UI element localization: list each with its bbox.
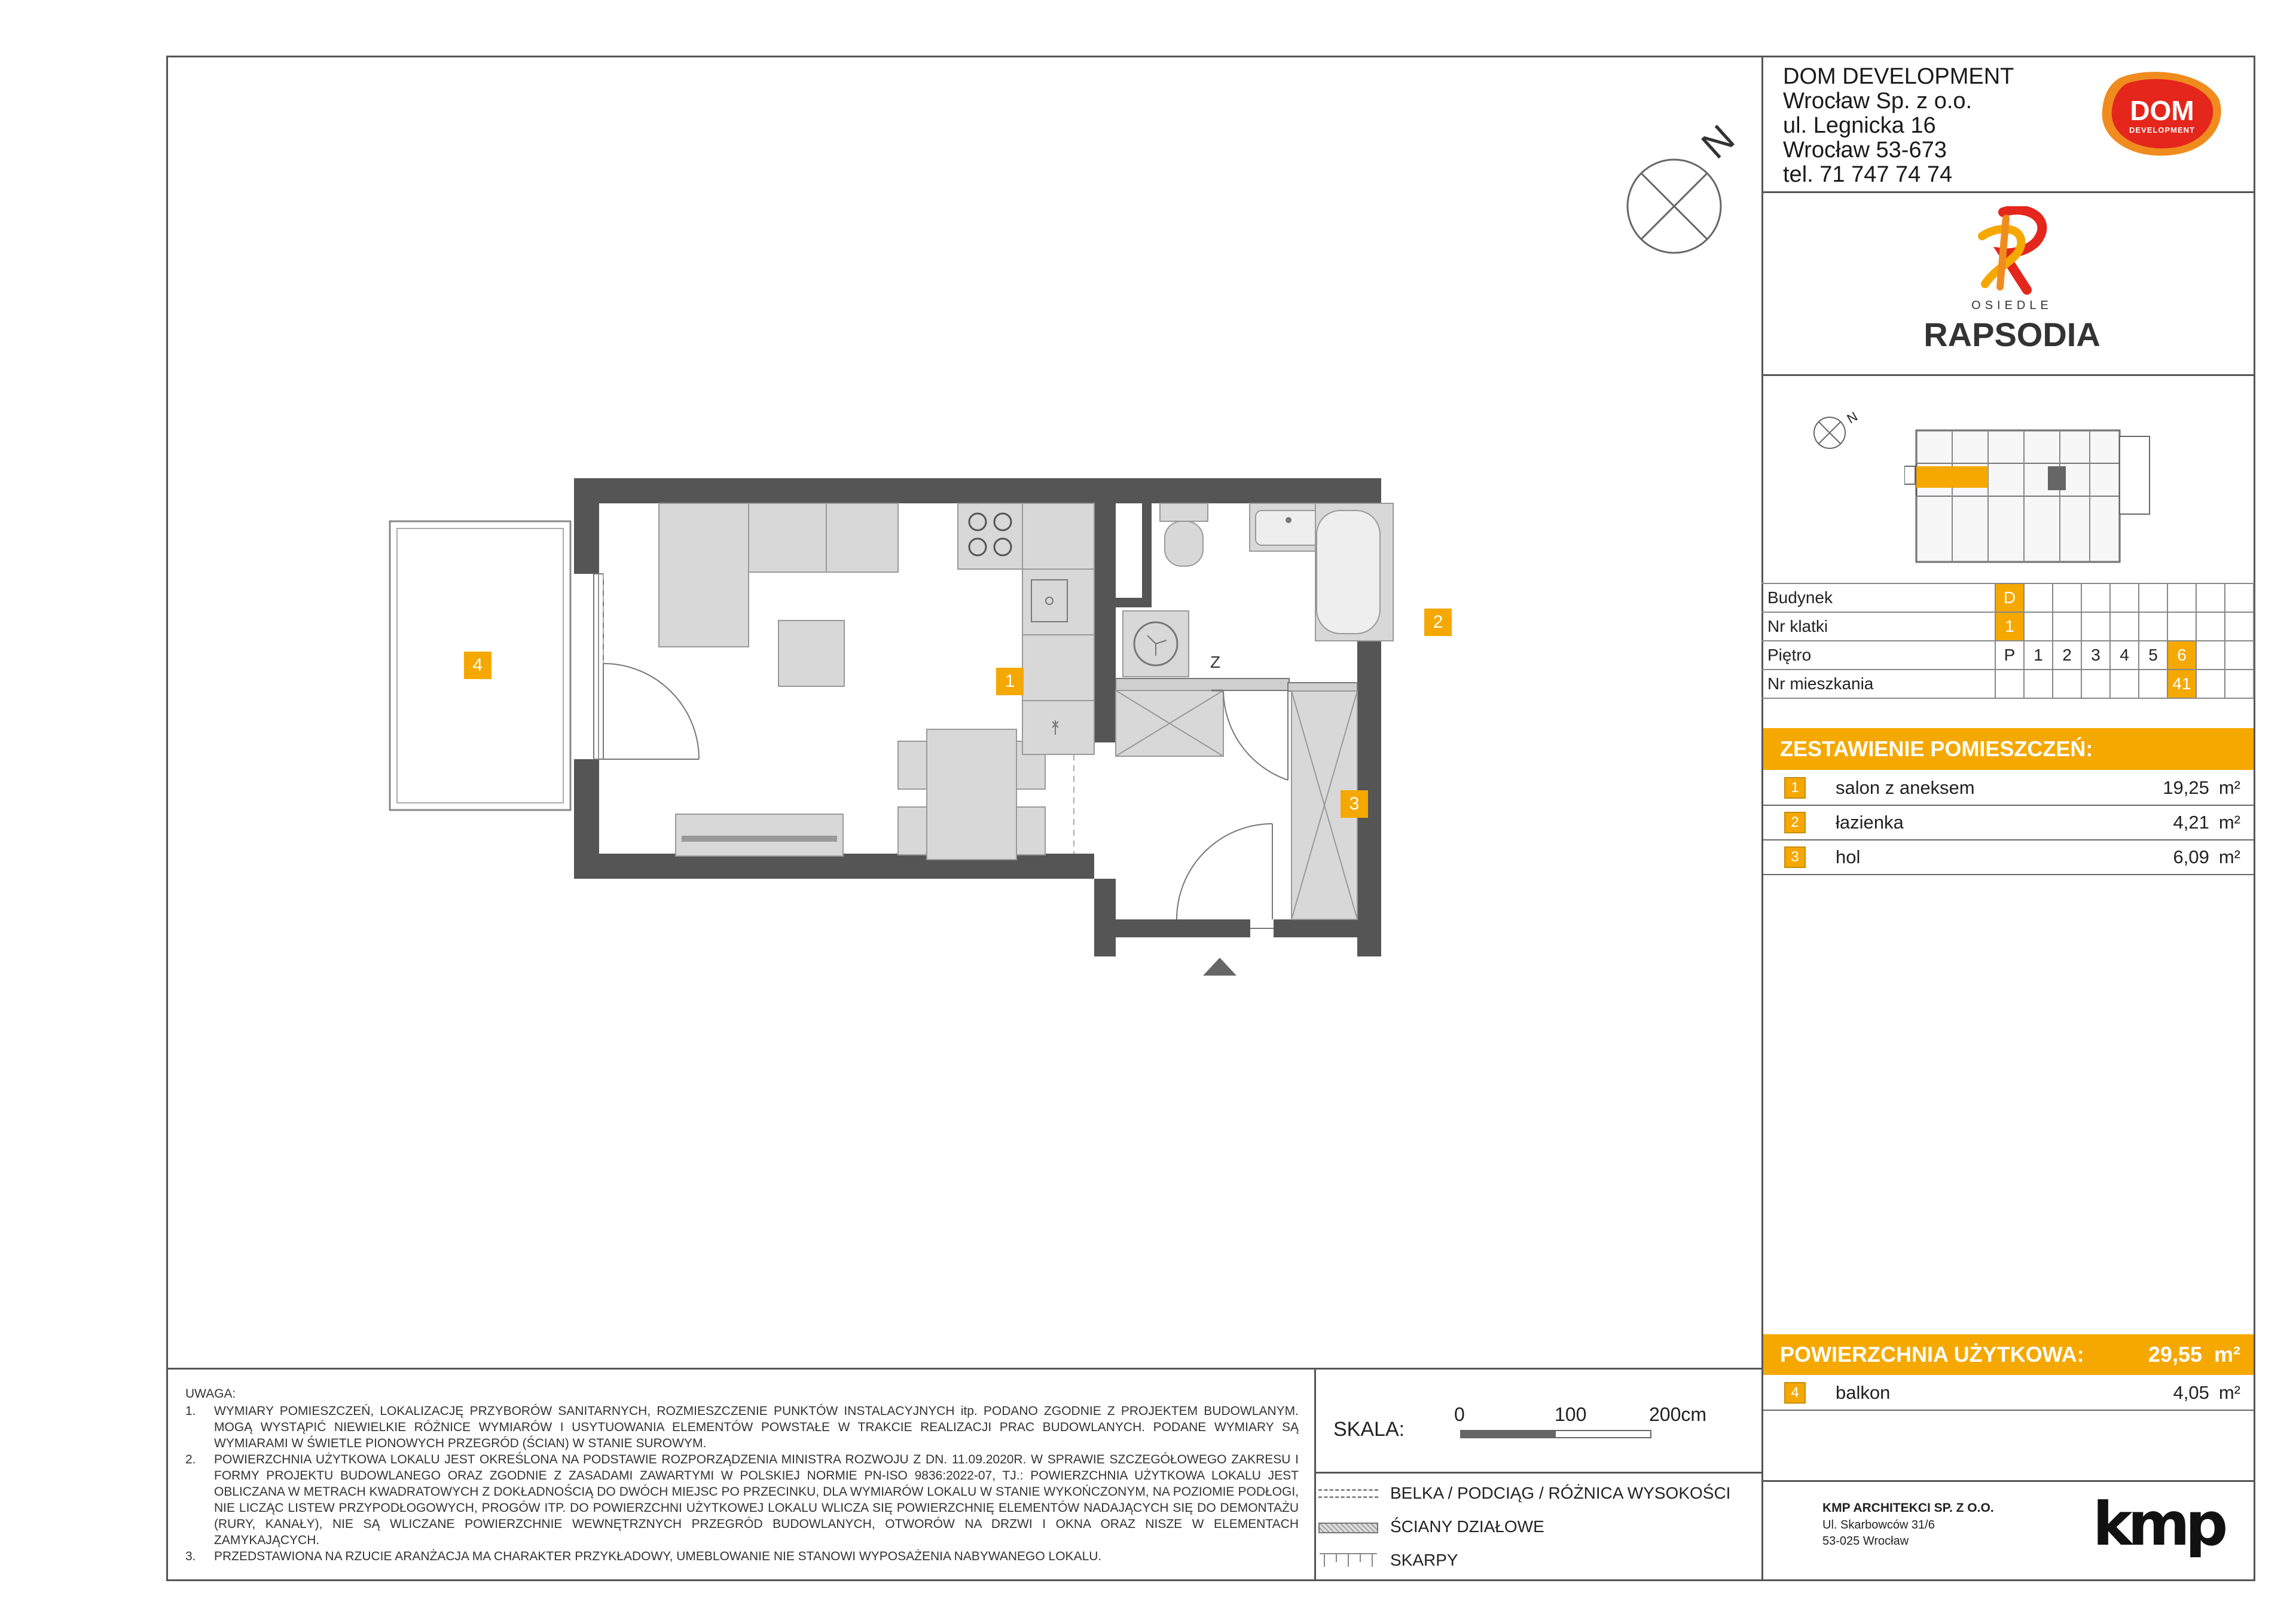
room-label-4: 4 — [464, 652, 491, 679]
info-cell — [2053, 612, 2081, 641]
note-item — [185, 1451, 1299, 1548]
legend-label-beam: BELKA / PODCIĄG / RÓŻNICA WYSOKOŚCI — [1390, 1484, 1731, 1502]
note-text: POWIERZCHNIA UŻYTKOWA LOKALU JEST OKREŚLONA NA PODSTAWIE ROZPORZĄDZENIA MINISTRA ROZWOJU Z DN. 11.09.2020R. W SPRAWIE SZCZEGÓŁOWEGO ZAKRESU I FORMY PROJEKTU BUDOWLANEGO ORAZ ZGODNIE Z ZASADAMI ZAWARTYMI W POLSKIEJ NORMIE PN-ISO 9836:2022-07, TJ.: POWIERZCHNIA UŻYTKOWA LOKALU JEST OBLICZANA W METRACH KWADRATOWYCH Z DOKŁADNOŚCIĄ DO DWÓCH MIEJSC PO PRZECINKU, DLA WYMIARÓW LOKALU W STANIE WYKOŃCZONYM, NA POZIOMIE PODŁOGI, NIE LICZĄC LISTEW PRZYPODŁOGOWYCH, PROGÓW ITP. DO POWIERZCHNI UŻYTKOWEJ LOKALU WLICZA SIĘ POWIERZCHNIĘ ELEMENTÓW NADAJĄCYCH SIĘ DO DEMONTAŻU (RURY, KANAŁY), NIE SĄ WLICZANE POWIERZCHNIE WEWNĘTRZNYCH PRZEGRÓD BUDOWLANYCH, OTWORÓW NA DRZWI I OKNA ORAZ NISZE W ELEMENTACH ZAMYKAJĄCYCH. — [214, 1453, 1299, 1547]
info-label-building: Budynek — [1761, 583, 1995, 612]
fridge-label: Z — [1210, 653, 1221, 671]
architect-address1: Ul. Skarbowców 31/6 — [1822, 1518, 1935, 1532]
coffee-table — [778, 621, 844, 686]
info-cell — [2053, 583, 2081, 612]
floor-plan — [359, 466, 1650, 992]
kitchen — [958, 503, 1094, 754]
rapsodia-logo — [1913, 206, 2111, 356]
slope-icon — [1318, 1551, 1378, 1569]
legend-row-slope — [1318, 1543, 1755, 1577]
info-cell: P — [1995, 641, 2024, 670]
info-cell — [2196, 612, 2225, 641]
info-label-stairwell: Nr klatki — [1761, 612, 1995, 641]
room-unit: m² — [2218, 812, 2240, 833]
company-legal: Wrocław Sp. z o.o. — [1783, 88, 1973, 114]
dashed-line-icon — [1318, 1484, 1378, 1502]
info-row-stairwell — [1761, 612, 2254, 641]
balcony-unit: m² — [2218, 1382, 2240, 1403]
notes-block — [185, 1386, 1299, 1564]
info-cell — [2167, 583, 2196, 612]
key-plan-compass — [1812, 408, 1866, 460]
total-area-unit: m² — [2214, 1342, 2240, 1367]
company-street: ul. Legnicka 16 — [1783, 113, 1936, 138]
toilet-tank-icon — [1160, 503, 1208, 521]
room-label-1: 1 — [996, 668, 1024, 695]
info-cell — [2139, 612, 2167, 641]
scale-tick-200: 200cm — [1649, 1404, 1707, 1425]
toilet-icon — [1165, 521, 1203, 566]
info-cell — [2225, 583, 2254, 612]
info-cell — [2225, 641, 2254, 670]
compass-label: N — [1693, 116, 1743, 167]
room-row — [1763, 806, 2254, 840]
info-cell: 4 — [2110, 641, 2139, 670]
info-row-building — [1761, 583, 2254, 612]
architect-name: KMP ARCHITEKCI SP. Z O.O. — [1822, 1501, 1994, 1515]
room-badge: 3 — [1784, 846, 1806, 868]
note-item — [185, 1403, 1299, 1451]
dom-logo-text: DOM — [2130, 95, 2194, 126]
partition-wall-icon — [1318, 1518, 1378, 1536]
entrance-door — [1177, 824, 1274, 928]
company-name: DOM DEVELOPMENT — [1783, 64, 2014, 89]
info-cell: 1 — [1995, 612, 2024, 641]
info-cell: 41 — [2167, 670, 2196, 698]
room-badge: 1 — [1784, 777, 1806, 799]
info-label-apartment: Nr mieszkania — [1761, 670, 1995, 698]
info-cell: 1 — [2024, 641, 2053, 670]
room-name: łazienka — [1836, 812, 1904, 833]
room-area: 19,25 — [2163, 777, 2209, 798]
scale-tick-0: 0 — [1454, 1404, 1465, 1425]
info-row-floor — [1761, 641, 2254, 670]
info-cell: 2 — [2053, 641, 2081, 670]
info-cell — [2225, 670, 2254, 698]
sink-icon — [1022, 569, 1094, 635]
info-label-floor: Piętro — [1761, 641, 1995, 670]
info-cell: 5 — [2139, 641, 2167, 670]
info-cell — [2110, 612, 2139, 641]
note-item — [185, 1548, 1299, 1564]
info-cell — [2110, 670, 2139, 698]
architect-divider — [1761, 1480, 2255, 1482]
legend-label-slope: SKARPY — [1390, 1551, 1458, 1569]
kmp-logo: kmp — [2093, 1489, 2224, 1559]
tv-stand — [676, 814, 843, 856]
rooms-header: ZESTAWIENIE POMIESZCZEŃ: — [1763, 728, 2254, 770]
legend-row-partition — [1318, 1510, 1755, 1543]
entrance-marker-icon — [1203, 958, 1236, 976]
key-plan — [1904, 424, 2155, 568]
legend — [1318, 1477, 1755, 1577]
architect-address2: 53-025 Wrocław — [1822, 1535, 1909, 1548]
scale-bar-fill — [1461, 1431, 1556, 1437]
room-area: 4,21 — [2173, 812, 2209, 833]
room-label-2: 2 — [1424, 609, 1452, 636]
rapsodia-big-text: RAPSODIA — [1923, 316, 2100, 353]
note-number: 1. — [185, 1404, 196, 1418]
company-phone: tel. 71 747 74 74 — [1783, 162, 1953, 187]
architect-block — [1822, 1499, 2062, 1549]
info-cell — [2081, 670, 2110, 698]
note-text: WYMIARY POMIESZCZEŃ, LOKALIZACJĘ PRZYBORÓW SANITARNYCH, ROZMIESZCZENIE PUNKTÓW INSTALACYJNYCH itp. PODANO ZGODNIE Z PROJEKTEM BUDOWLANYM. MOGĄ WYSTĄPIĆ NIEWIELKIE RÓŻNICE WYMIARÓW I USYTUOWANIA ELEMENTÓW POWSTAŁE W TRAKCIE REALIZACJI PRAC BUDOWLANYCH. PODANE WYMIARY SĄ WYMIARAMI W ŚWIETLE PIONOWYCH PRZEGRÓD (ŚCIAN) W STANIE SUROWYM. — [214, 1404, 1299, 1450]
total-area-bar — [1763, 1334, 2254, 1375]
balcony-row — [1763, 1376, 2254, 1411]
info-cell — [2196, 670, 2225, 698]
scale-tick-100: 100 — [1555, 1404, 1587, 1425]
note-text: PRZEDSTAWIONA NA RZUCIE ARANŻACJA MA CHARAKTER PRZYKŁADOWY, UMEBLOWANIE NIE STANOWI WYPOSAŻENIA NABYWANEGO LOKALU. — [214, 1549, 1102, 1563]
scale-legend-divider — [1314, 1472, 1763, 1474]
room-row — [1763, 771, 2254, 806]
note-number: 2. — [185, 1453, 196, 1466]
info-cell — [2196, 583, 2225, 612]
info-cell — [2053, 670, 2081, 698]
notes-divider — [166, 1368, 1763, 1370]
header-divider — [1761, 191, 2255, 193]
info-table — [1761, 583, 2254, 699]
cooktop-icon — [958, 503, 1022, 569]
info-cell — [2139, 670, 2167, 698]
info-cell — [1995, 670, 2024, 698]
compass-small-label: N — [1844, 408, 1860, 427]
scale-bar — [1460, 1430, 1651, 1438]
logo-divider — [1761, 374, 2255, 376]
rapsodia-small-text: OSIEDLE — [1971, 299, 2053, 312]
company-city: Wrocław 53-673 — [1783, 137, 1947, 163]
balcony-badge: 4 — [1784, 1382, 1806, 1404]
info-cell — [2024, 670, 2053, 698]
total-area-label: POWIERZCHNIA UŻYTKOWA: — [1780, 1342, 2084, 1367]
info-cell — [2225, 612, 2254, 641]
company-address — [1783, 65, 2118, 187]
partition-walls — [1116, 678, 1357, 919]
balcony-area: 4,05 — [2173, 1382, 2209, 1403]
legend-row-beam — [1318, 1477, 1755, 1510]
room-row — [1763, 840, 2254, 875]
info-cell: 3 — [2081, 641, 2110, 670]
room-label-3: 3 — [1341, 790, 1368, 818]
dom-logo-subtext: DEVELOPMENT — [2129, 126, 2195, 135]
room-badge: 2 — [1784, 812, 1806, 833]
room-name: salon z aneksem — [1836, 777, 1975, 798]
info-cell — [2024, 583, 2053, 612]
info-cell — [2081, 583, 2110, 612]
north-compass — [1614, 116, 1746, 263]
info-cell: D — [1995, 583, 2024, 612]
notes-scale-divider — [1314, 1368, 1316, 1581]
info-cell — [2196, 641, 2225, 670]
info-cell — [2139, 583, 2167, 612]
bathroom-fixtures — [1123, 503, 1393, 677]
info-cell — [2081, 612, 2110, 641]
scale-label: SKALA: — [1333, 1418, 1405, 1441]
dom-development-logo — [2096, 66, 2228, 161]
note-number: 3. — [185, 1549, 196, 1563]
info-row-apartment — [1761, 670, 2254, 698]
balcony-name: balkon — [1836, 1382, 1891, 1403]
total-area-value: 29,55 — [2148, 1342, 2202, 1367]
info-cell — [2024, 612, 2053, 641]
info-cell: 6 — [2167, 641, 2196, 670]
info-cell — [2167, 612, 2196, 641]
info-cell — [2110, 583, 2139, 612]
room-unit: m² — [2218, 777, 2240, 798]
room-area: 6,09 — [2173, 846, 2209, 867]
legend-label-partition: ŚCIANY DZIAŁOWE — [1390, 1517, 1544, 1536]
rooms-list — [1763, 771, 2254, 875]
room-unit: m² — [2218, 846, 2240, 867]
rapsodia-r-mark-icon — [1970, 206, 2054, 296]
notes-title: UWAGA: — [185, 1387, 236, 1401]
room-name: hol — [1836, 846, 1861, 867]
fridge-icon — [1022, 635, 1094, 701]
